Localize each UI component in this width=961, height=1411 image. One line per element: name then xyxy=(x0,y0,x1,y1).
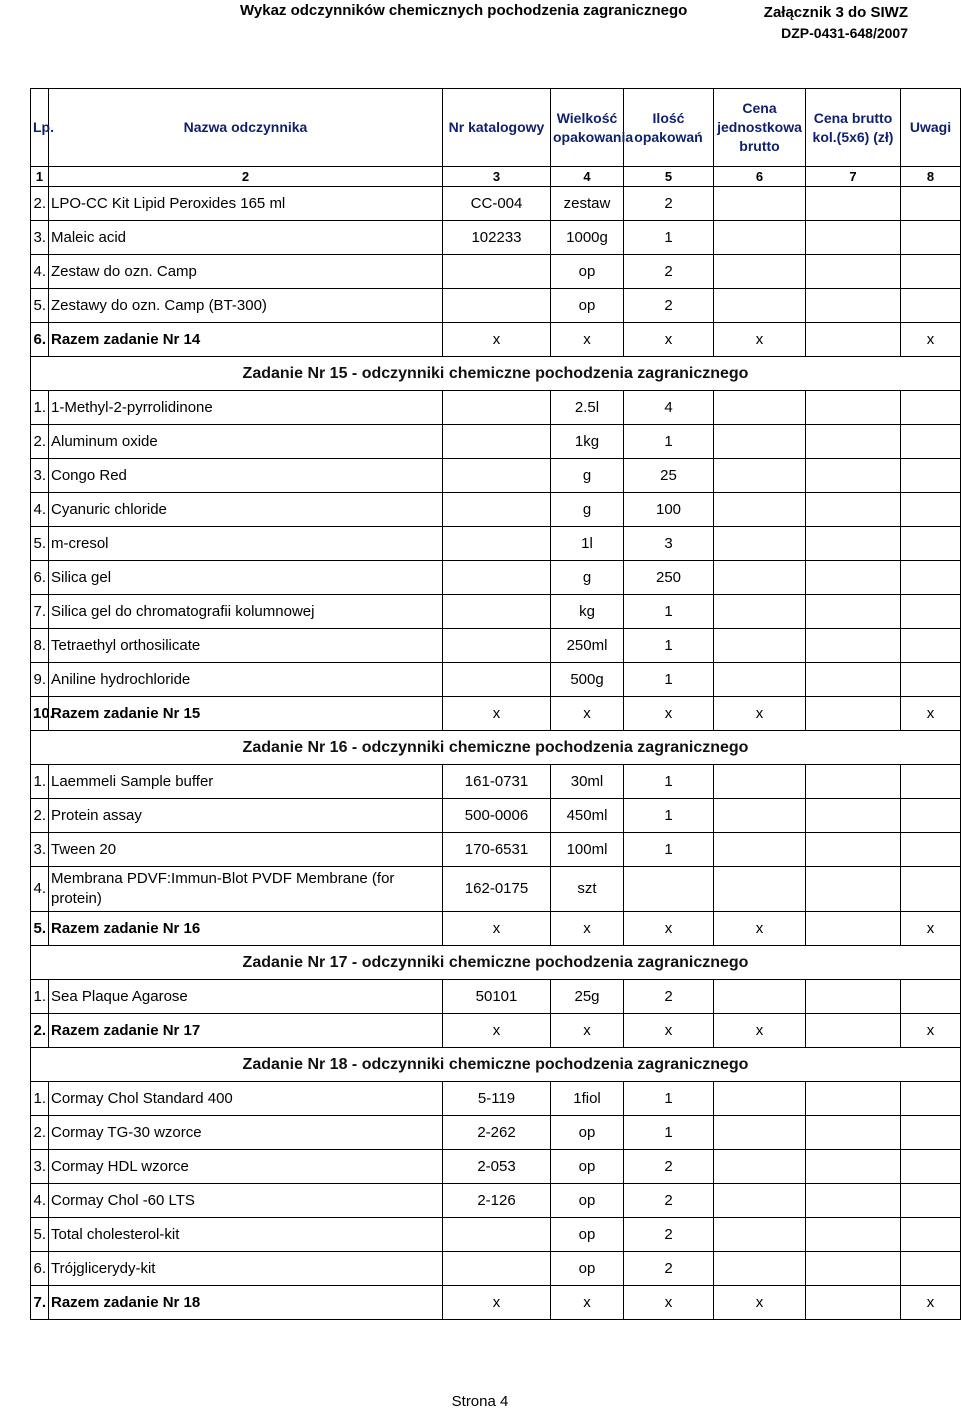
row-qty: 4 xyxy=(624,391,714,425)
table-row xyxy=(31,1150,961,1184)
row-lp: 1. xyxy=(31,391,49,425)
row-pack: 1fiol xyxy=(551,1082,624,1116)
row-unit-price xyxy=(714,1218,806,1252)
row-catalog: 2-262 xyxy=(443,1116,551,1150)
row-gross xyxy=(806,1218,901,1252)
row-pack: op xyxy=(551,1150,624,1184)
sum-x: x xyxy=(901,697,961,731)
row-pack: 1000g xyxy=(551,221,624,255)
row-gross xyxy=(806,289,901,323)
table-row xyxy=(31,595,961,629)
row-pack: 30ml xyxy=(551,765,624,799)
row-name: 1-Methyl-2-pyrrolidinone xyxy=(49,391,443,425)
sum-x: x xyxy=(443,912,551,946)
table-row xyxy=(31,391,961,425)
sum-x: x xyxy=(443,323,551,357)
row-notes xyxy=(901,799,961,833)
row-qty: 1 xyxy=(624,799,714,833)
row-name: Silica gel do chromatografii kolumnowej xyxy=(49,595,443,629)
row-gross xyxy=(806,391,901,425)
section-title: Zadanie Nr 18 - odczynniki chemiczne pochodzenia zagranicznego xyxy=(31,1048,961,1082)
row-qty: 1 xyxy=(624,221,714,255)
sum-lp: 10. xyxy=(31,697,49,731)
annex-label: Załącznik 3 do SIWZ xyxy=(763,4,908,21)
row-notes xyxy=(901,289,961,323)
row-qty: 100 xyxy=(624,493,714,527)
row-pack: 1kg xyxy=(551,425,624,459)
row-unit-price xyxy=(714,980,806,1014)
row-lp: 6. xyxy=(31,561,49,595)
sum-lp: 2. xyxy=(31,1014,49,1048)
row-lp: 2. xyxy=(31,425,49,459)
table-row xyxy=(31,663,961,697)
sum-x: x xyxy=(714,323,806,357)
sum-name: Razem zadanie Nr 17 xyxy=(49,1014,443,1048)
row-qty: 1 xyxy=(624,1082,714,1116)
row-lp: 3. xyxy=(31,833,49,867)
col-header-pack-size: Wielkość opakowania xyxy=(551,89,624,167)
row-unit-price xyxy=(714,289,806,323)
col-number: 8 xyxy=(901,167,961,187)
row-name: Cormay HDL wzorce xyxy=(49,1150,443,1184)
row-notes xyxy=(901,867,961,912)
row-gross xyxy=(806,765,901,799)
row-pack: op xyxy=(551,289,624,323)
row-pack: szt xyxy=(551,867,624,912)
row-catalog: 102233 xyxy=(443,221,551,255)
table-row xyxy=(31,1184,961,1218)
sum-x: x xyxy=(624,1014,714,1048)
row-notes xyxy=(901,833,961,867)
summary-row xyxy=(31,912,961,946)
col-header-notes: Uwagi xyxy=(901,89,961,167)
section-title: Zadanie Nr 15 - odczynniki chemiczne pochodzenia zagranicznego xyxy=(31,357,961,391)
row-catalog: 2-053 xyxy=(443,1150,551,1184)
sum-x: x xyxy=(443,1014,551,1048)
row-name: Maleic acid xyxy=(49,221,443,255)
row-catalog xyxy=(443,493,551,527)
row-pack: g xyxy=(551,561,624,595)
row-lp: 3. xyxy=(31,221,49,255)
row-name: Zestawy do ozn. Camp (BT-300) xyxy=(49,289,443,323)
row-qty: 1 xyxy=(624,425,714,459)
row-pack: op xyxy=(551,1252,624,1286)
sum-gross xyxy=(806,323,901,357)
row-notes xyxy=(901,1116,961,1150)
row-notes xyxy=(901,221,961,255)
table-row xyxy=(31,867,961,912)
sum-x: x xyxy=(901,323,961,357)
row-qty: 2 xyxy=(624,980,714,1014)
row-unit-price xyxy=(714,221,806,255)
section-title: Zadanie Nr 16 - odczynniki chemiczne pochodzenia zagranicznego xyxy=(31,731,961,765)
row-pack: 450ml xyxy=(551,799,624,833)
row-lp: 9. xyxy=(31,663,49,697)
row-catalog xyxy=(443,459,551,493)
row-qty: 2 xyxy=(624,289,714,323)
summary-row xyxy=(31,1014,961,1048)
sum-x: x xyxy=(624,697,714,731)
row-name: Sea Plaque Agarose xyxy=(49,980,443,1014)
col-number: 2 xyxy=(49,167,443,187)
row-notes xyxy=(901,765,961,799)
row-lp: 6. xyxy=(31,1252,49,1286)
row-notes xyxy=(901,561,961,595)
sum-name: Razem zadanie Nr 14 xyxy=(49,323,443,357)
row-name: Protein assay xyxy=(49,799,443,833)
sum-x: x xyxy=(714,1286,806,1320)
row-lp: 5. xyxy=(31,1218,49,1252)
row-qty: 2 xyxy=(624,1218,714,1252)
row-unit-price xyxy=(714,833,806,867)
row-lp: 1. xyxy=(31,1082,49,1116)
row-catalog: CC-004 xyxy=(443,187,551,221)
row-name: Cormay Chol -60 LTS xyxy=(49,1184,443,1218)
row-catalog xyxy=(443,391,551,425)
row-gross xyxy=(806,493,901,527)
row-name: Zestaw do ozn. Camp xyxy=(49,255,443,289)
table-row xyxy=(31,493,961,527)
header-row xyxy=(31,89,961,167)
row-catalog xyxy=(443,255,551,289)
sum-gross xyxy=(806,912,901,946)
row-pack: 250ml xyxy=(551,629,624,663)
row-catalog xyxy=(443,1218,551,1252)
row-lp: 2. xyxy=(31,799,49,833)
row-unit-price xyxy=(714,527,806,561)
row-pack: 500g xyxy=(551,663,624,697)
row-gross xyxy=(806,867,901,912)
row-name: m-cresol xyxy=(49,527,443,561)
row-notes xyxy=(901,629,961,663)
row-gross xyxy=(806,1252,901,1286)
sum-x: x xyxy=(551,323,624,357)
section-row xyxy=(31,946,961,980)
row-name: LPO-CC Kit Lipid Peroxides 165 ml xyxy=(49,187,443,221)
row-unit-price xyxy=(714,595,806,629)
reference-number: DZP-0431-648/2007 xyxy=(781,25,908,41)
row-pack: g xyxy=(551,493,624,527)
row-lp: 7. xyxy=(31,595,49,629)
row-pack: kg xyxy=(551,595,624,629)
table-row xyxy=(31,561,961,595)
sum-x: x xyxy=(443,1286,551,1320)
sum-x: x xyxy=(901,1014,961,1048)
table-row xyxy=(31,425,961,459)
row-lp: 1. xyxy=(31,765,49,799)
row-notes xyxy=(901,527,961,561)
row-pack: op xyxy=(551,1218,624,1252)
table-row xyxy=(31,1218,961,1252)
row-gross xyxy=(806,221,901,255)
row-notes xyxy=(901,493,961,527)
row-notes xyxy=(901,1252,961,1286)
row-name: Aluminum oxide xyxy=(49,425,443,459)
table-row xyxy=(31,221,961,255)
row-lp: 4. xyxy=(31,867,49,912)
row-catalog: 170-6531 xyxy=(443,833,551,867)
row-lp: 4. xyxy=(31,1184,49,1218)
sum-name: Razem zadanie Nr 15 xyxy=(49,697,443,731)
row-notes xyxy=(901,425,961,459)
row-notes xyxy=(901,1082,961,1116)
row-lp: 4. xyxy=(31,255,49,289)
section-title: Zadanie Nr 17 - odczynniki chemiczne pochodzenia zagranicznego xyxy=(31,946,961,980)
row-qty: 25 xyxy=(624,459,714,493)
row-qty: 2 xyxy=(624,1150,714,1184)
row-unit-price xyxy=(714,1150,806,1184)
row-catalog xyxy=(443,595,551,629)
table-row xyxy=(31,629,961,663)
row-unit-price xyxy=(714,765,806,799)
table-row xyxy=(31,527,961,561)
sum-x: x xyxy=(624,1286,714,1320)
row-pack: 2.5l xyxy=(551,391,624,425)
row-gross xyxy=(806,833,901,867)
col-number: 1 xyxy=(31,167,49,187)
sum-x: x xyxy=(443,697,551,731)
sum-name: Razem zadanie Nr 16 xyxy=(49,912,443,946)
row-unit-price xyxy=(714,1082,806,1116)
row-qty: 1 xyxy=(624,663,714,697)
table-row xyxy=(31,255,961,289)
row-name: Congo Red xyxy=(49,459,443,493)
row-catalog xyxy=(443,663,551,697)
row-qty: 1 xyxy=(624,1116,714,1150)
row-gross xyxy=(806,1116,901,1150)
row-catalog xyxy=(443,629,551,663)
section-row xyxy=(31,357,961,391)
row-pack: 25g xyxy=(551,980,624,1014)
table-row xyxy=(31,1082,961,1116)
row-name: Trójglicerydy-kit xyxy=(49,1252,443,1286)
row-unit-price xyxy=(714,1116,806,1150)
row-lp: 3. xyxy=(31,459,49,493)
row-qty xyxy=(624,867,714,912)
table-row xyxy=(31,289,961,323)
sum-lp: 5. xyxy=(31,912,49,946)
sum-x: x xyxy=(624,912,714,946)
row-gross xyxy=(806,459,901,493)
sum-x: x xyxy=(714,912,806,946)
row-gross xyxy=(806,425,901,459)
row-unit-price xyxy=(714,459,806,493)
row-gross xyxy=(806,663,901,697)
table-row xyxy=(31,1116,961,1150)
row-catalog: 500-0006 xyxy=(443,799,551,833)
row-catalog xyxy=(443,1252,551,1286)
row-qty: 1 xyxy=(624,629,714,663)
col-header-lp: Lp. xyxy=(31,89,49,167)
row-lp: 2. xyxy=(31,1116,49,1150)
row-pack: 100ml xyxy=(551,833,624,867)
sum-lp: 7. xyxy=(31,1286,49,1320)
row-notes xyxy=(901,187,961,221)
row-pack: op xyxy=(551,1116,624,1150)
col-header-gross: Cena brutto kol.(5x6) (zł) xyxy=(806,89,901,167)
section-row xyxy=(31,1048,961,1082)
row-qty: 250 xyxy=(624,561,714,595)
row-gross xyxy=(806,561,901,595)
row-gross xyxy=(806,980,901,1014)
row-name: Tween 20 xyxy=(49,833,443,867)
row-gross xyxy=(806,595,901,629)
row-gross xyxy=(806,1082,901,1116)
row-catalog: 5-119 xyxy=(443,1082,551,1116)
row-qty: 2 xyxy=(624,1252,714,1286)
row-catalog: 162-0175 xyxy=(443,867,551,912)
row-pack: zestaw xyxy=(551,187,624,221)
row-name: Laemmeli Sample buffer xyxy=(49,765,443,799)
table-row xyxy=(31,833,961,867)
row-notes xyxy=(901,255,961,289)
row-catalog: 50101 xyxy=(443,980,551,1014)
row-lp: 5. xyxy=(31,289,49,323)
row-lp: 8. xyxy=(31,629,49,663)
row-lp: 5. xyxy=(31,527,49,561)
row-unit-price xyxy=(714,561,806,595)
column-numbers-row xyxy=(31,167,961,187)
sum-x: x xyxy=(714,697,806,731)
col-number: 3 xyxy=(443,167,551,187)
row-name: Membrana PDVF:Immun-Blot PVDF Membrane (for protein) xyxy=(49,867,443,912)
row-catalog xyxy=(443,289,551,323)
table-row xyxy=(31,187,961,221)
sum-lp: 6. xyxy=(31,323,49,357)
row-gross xyxy=(806,187,901,221)
row-unit-price xyxy=(714,663,806,697)
col-header-unit-price: Cena jednostkowa brutto xyxy=(714,89,806,167)
sum-x: x xyxy=(551,697,624,731)
row-unit-price xyxy=(714,391,806,425)
row-name: Tetraethyl orthosilicate xyxy=(49,629,443,663)
row-lp: 4. xyxy=(31,493,49,527)
sum-x: x xyxy=(551,1286,624,1320)
row-catalog xyxy=(443,527,551,561)
sum-x: x xyxy=(714,1014,806,1048)
sum-x: x xyxy=(624,323,714,357)
sum-x: x xyxy=(551,1014,624,1048)
col-number: 4 xyxy=(551,167,624,187)
row-name: Cyanuric chloride xyxy=(49,493,443,527)
row-lp: 1. xyxy=(31,980,49,1014)
table-row xyxy=(31,799,961,833)
summary-row xyxy=(31,1286,961,1320)
row-gross xyxy=(806,255,901,289)
col-number: 6 xyxy=(714,167,806,187)
row-notes xyxy=(901,1150,961,1184)
summary-row xyxy=(31,323,961,357)
col-header-qty: Ilość opakowań xyxy=(624,89,714,167)
row-qty: 2 xyxy=(624,255,714,289)
col-header-catalog: Nr katalogowy xyxy=(443,89,551,167)
row-qty: 1 xyxy=(624,595,714,629)
row-qty: 1 xyxy=(624,833,714,867)
row-pack: op xyxy=(551,1184,624,1218)
table-row xyxy=(31,765,961,799)
sum-gross xyxy=(806,1286,901,1320)
row-gross xyxy=(806,629,901,663)
row-lp: 3. xyxy=(31,1150,49,1184)
row-name: Total cholesterol-kit xyxy=(49,1218,443,1252)
col-number: 5 xyxy=(624,167,714,187)
reagents-table xyxy=(30,88,961,1320)
sum-x: x xyxy=(901,1286,961,1320)
row-gross xyxy=(806,799,901,833)
row-pack: 1l xyxy=(551,527,624,561)
row-gross xyxy=(806,527,901,561)
row-unit-price xyxy=(714,799,806,833)
row-qty: 3 xyxy=(624,527,714,561)
table-row xyxy=(31,980,961,1014)
row-notes xyxy=(901,1218,961,1252)
sum-gross xyxy=(806,697,901,731)
row-notes xyxy=(901,663,961,697)
summary-row xyxy=(31,697,961,731)
sum-x: x xyxy=(551,912,624,946)
col-header-name: Nazwa odczynnika xyxy=(49,89,443,167)
sum-x: x xyxy=(901,912,961,946)
row-gross xyxy=(806,1150,901,1184)
col-number: 7 xyxy=(806,167,901,187)
document-reference xyxy=(764,2,908,44)
table-row xyxy=(31,459,961,493)
row-notes xyxy=(901,980,961,1014)
row-name: Aniline hydrochloride xyxy=(49,663,443,697)
row-notes xyxy=(901,595,961,629)
row-unit-price xyxy=(714,187,806,221)
row-catalog: 161-0731 xyxy=(443,765,551,799)
sum-gross xyxy=(806,1014,901,1048)
table-row xyxy=(31,1252,961,1286)
row-unit-price xyxy=(714,493,806,527)
sum-name: Razem zadanie Nr 18 xyxy=(49,1286,443,1320)
row-unit-price xyxy=(714,425,806,459)
row-qty: 2 xyxy=(624,187,714,221)
row-unit-price xyxy=(714,255,806,289)
row-qty: 2 xyxy=(624,1184,714,1218)
row-unit-price xyxy=(714,1252,806,1286)
page-number: Strona 4 xyxy=(451,1393,509,1410)
row-lp: 2. xyxy=(31,187,49,221)
row-gross xyxy=(806,1184,901,1218)
row-notes xyxy=(901,459,961,493)
row-pack: g xyxy=(551,459,624,493)
row-notes xyxy=(901,1184,961,1218)
row-pack: op xyxy=(551,255,624,289)
row-name: Silica gel xyxy=(49,561,443,595)
row-unit-price xyxy=(714,629,806,663)
row-catalog xyxy=(443,561,551,595)
row-name: Cormay Chol Standard 400 xyxy=(49,1082,443,1116)
row-unit-price xyxy=(714,1184,806,1218)
document-title: Wykaz odczynników chemicznych pochodzenia zagranicznego xyxy=(240,2,688,19)
row-qty: 1 xyxy=(624,765,714,799)
row-catalog: 2-126 xyxy=(443,1184,551,1218)
row-notes xyxy=(901,391,961,425)
row-name: Cormay TG-30 wzorce xyxy=(49,1116,443,1150)
section-row xyxy=(31,731,961,765)
row-catalog xyxy=(443,425,551,459)
row-unit-price xyxy=(714,867,806,912)
